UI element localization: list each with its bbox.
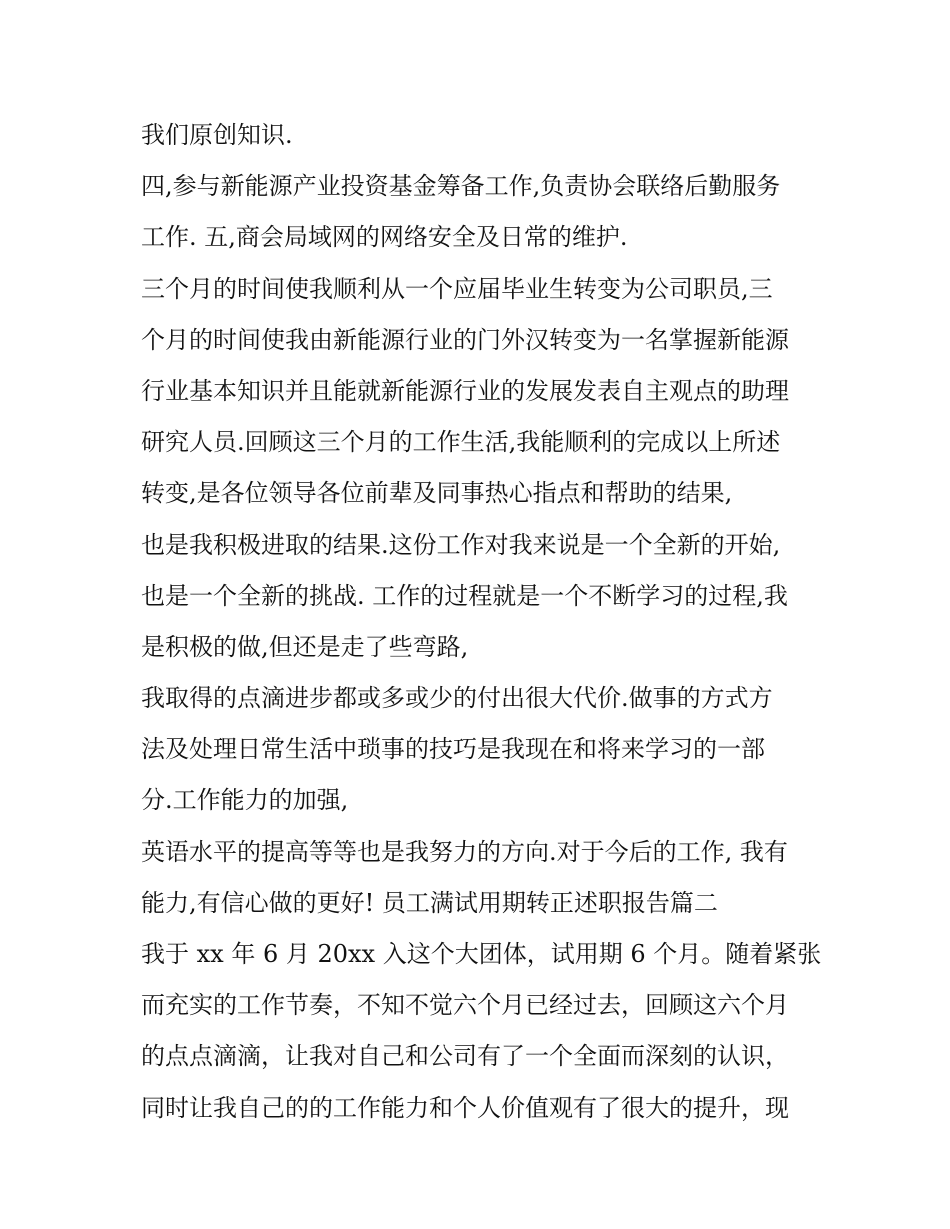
text-line: 也是我积极进取的结果.这份工作对我来说是一个全新的开始, [141,530,781,559]
text-line: 也是一个全新的挑战. 工作的过程就是一个不断学习的过程,我 [141,581,788,610]
text-line: 法及处理日常生活中琐事的技巧是我现在和将来学习的一部 [141,735,765,764]
text-line: 工作. 五,商会局域网的网络安全及日常的维护. [141,223,628,252]
text-line: 三个月的时间使我顺利从一个应届毕业生转变为公司职员,三 [141,274,773,303]
text-line: 是积极的做,但还是走了些弯路, [141,632,469,661]
text-line: 分.工作能力的加强, [141,786,349,815]
text-line: 的点点滴滴，让我对自己和公司有了一个全面而深刻的认识， [141,1042,789,1071]
text-line: 行业基本知识并且能就新能源行业的发展发表自主观点的助理 [141,376,789,405]
text-line: 研究人员.回顾这三个月的工作生活,我能顺利的完成以上所述 [141,428,781,457]
text-line: 四,参与新能源产业投资基金筹备工作,负责协会联络后勤服务 [141,172,781,201]
text-line: 能力,有信心做的更好! 员工满试用期转正述职报告篇二 [141,888,718,917]
text-line: 转变,是各位领导各位前辈及同事热心指点和帮助的结果, [141,479,733,508]
text-line: 我们原创知识. [141,121,293,149]
text-line: 而充实的工作节奏，不知不觉六个月已经过去，回顾这六个月 [141,991,789,1020]
text-line: 同时让我自己的的工作能力和个人价值观有了很大的提升，现 [141,1093,789,1122]
text-line: 个月的时间使我由新能源行业的门外汉转变为一名掌握新能源 [141,325,789,354]
body-text [141,110,821,1134]
text-line: 英语水平的提高等等也是我努力的方向.对于今后的工作, 我有 [141,837,788,866]
text-line: 我取得的点滴进步都或多或少的付出很大代价.做事的方式方 [141,684,773,713]
text-line: 我于 xx 年 6 月 20xx 入这个大团体，试用期 6 个月。随着紧张 [141,940,822,968]
